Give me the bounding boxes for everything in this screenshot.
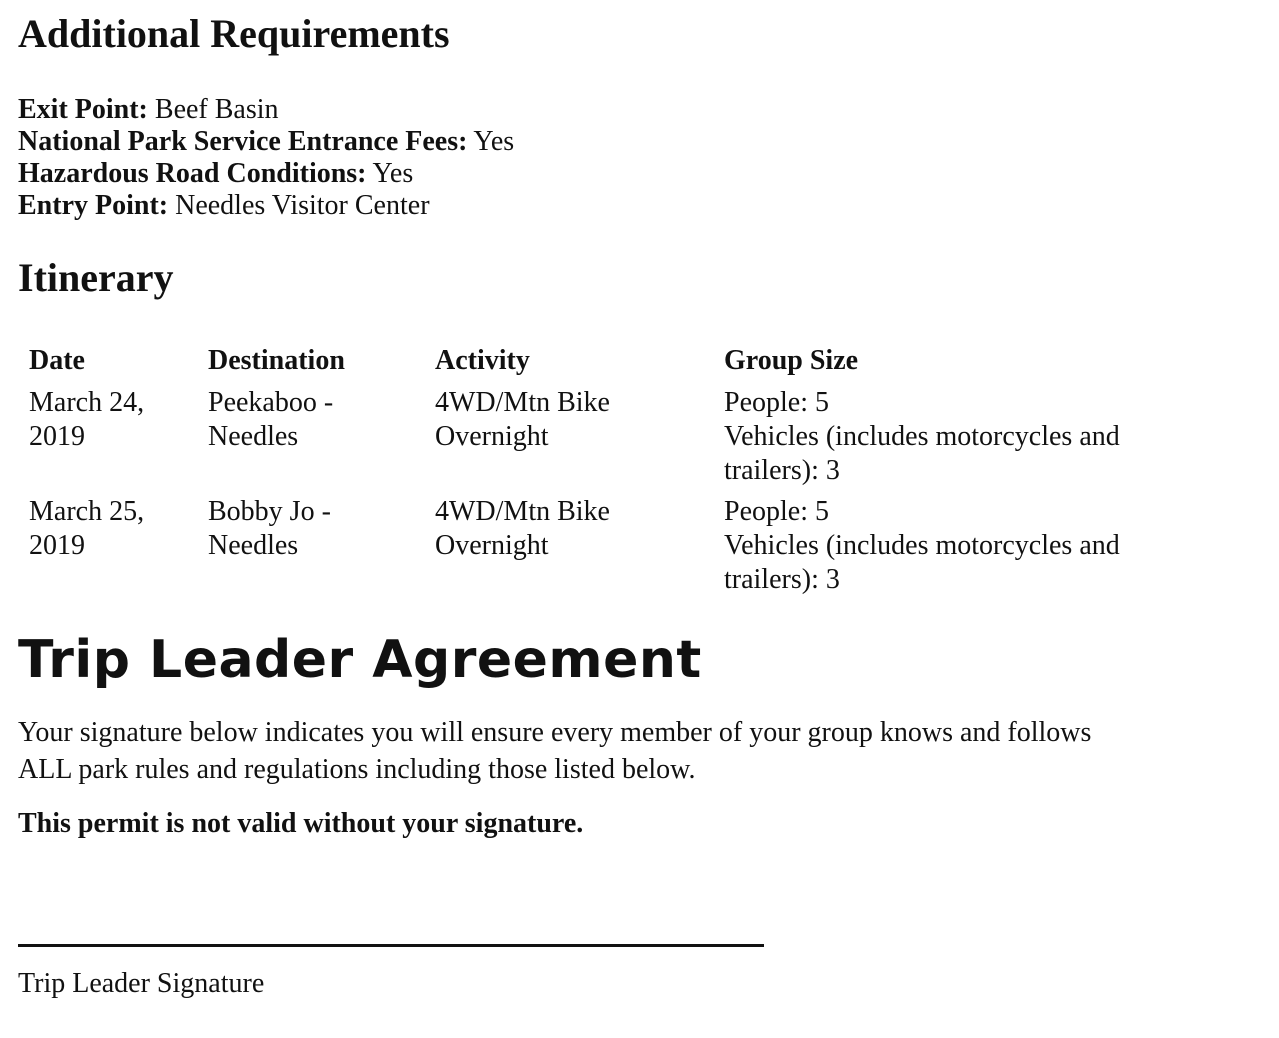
people-count: People: 5 xyxy=(724,496,829,527)
activity-cell xyxy=(424,386,713,495)
agreement-text xyxy=(18,714,1218,788)
table-row xyxy=(18,386,1204,495)
destination-line: Needles xyxy=(208,530,299,561)
date-cell xyxy=(18,386,197,495)
date-cell xyxy=(18,495,197,604)
group-size-cell xyxy=(713,386,1204,495)
permit-validity-notice: This permit is not valid without your signature. xyxy=(18,808,584,839)
vehicles-count: Vehicles (includes motorcycles and xyxy=(724,530,1120,561)
agreement-text-line: ALL park rules and regulations including those listed below. xyxy=(18,754,696,785)
vehicles-count: Vehicles (includes motorcycles and xyxy=(724,421,1120,452)
destination-line: Peekaboo - xyxy=(208,387,334,418)
destination-cell xyxy=(197,386,424,495)
trip-leader-agreement-heading: Trip Leader Agreement xyxy=(18,630,702,690)
date-line: 2019 xyxy=(29,421,85,452)
table-row xyxy=(18,495,1204,604)
itinerary-table xyxy=(18,344,1204,604)
people-count: People: 5 xyxy=(724,387,829,418)
requirement-hazardous-road xyxy=(18,158,514,190)
date-line: March 24, xyxy=(29,387,145,418)
column-header-destination: Destination xyxy=(208,345,345,376)
additional-requirements-heading: Additional Requirements xyxy=(18,11,450,56)
activity-line: 4WD/Mtn Bike xyxy=(435,496,610,527)
requirement-entry-point xyxy=(18,190,514,222)
column-header-date: Date xyxy=(29,345,85,376)
date-line: 2019 xyxy=(29,530,85,561)
signature-label: Trip Leader Signature xyxy=(18,968,265,999)
requirement-label: Exit Point: xyxy=(18,94,148,125)
itinerary-heading: Itinerary xyxy=(18,255,174,300)
requirement-label: Entry Point: xyxy=(18,190,169,221)
activity-line: Overnight xyxy=(435,421,549,452)
requirement-entrance-fees xyxy=(18,126,514,158)
column-header-activity: Activity xyxy=(435,345,530,376)
activity-cell xyxy=(424,495,713,604)
requirement-label: National Park Service Entrance Fees: xyxy=(18,126,468,157)
requirement-value: Needles Visitor Center xyxy=(175,190,430,221)
requirement-value: Yes xyxy=(372,158,414,189)
requirement-label: Hazardous Road Conditions: xyxy=(18,158,367,189)
destination-line: Bobby Jo - xyxy=(208,496,331,527)
vehicles-count-cont: trailers): 3 xyxy=(724,455,840,486)
requirement-value: Beef Basin xyxy=(154,94,279,125)
activity-line: Overnight xyxy=(435,530,549,561)
requirement-exit-point xyxy=(18,94,514,126)
requirements-list xyxy=(18,94,514,222)
destination-line: Needles xyxy=(208,421,299,452)
requirement-value: Yes xyxy=(473,126,515,157)
column-header-group-size: Group Size xyxy=(724,345,859,376)
activity-line: 4WD/Mtn Bike xyxy=(435,387,610,418)
group-size-cell xyxy=(713,495,1204,604)
signature-line xyxy=(18,944,764,947)
table-header-row xyxy=(18,344,1204,386)
destination-cell xyxy=(197,495,424,604)
agreement-text-line: Your signature below indicates you will ensure every member of your group knows and follows xyxy=(18,717,1092,748)
vehicles-count-cont: trailers): 3 xyxy=(724,564,840,595)
date-line: March 25, xyxy=(29,496,145,527)
